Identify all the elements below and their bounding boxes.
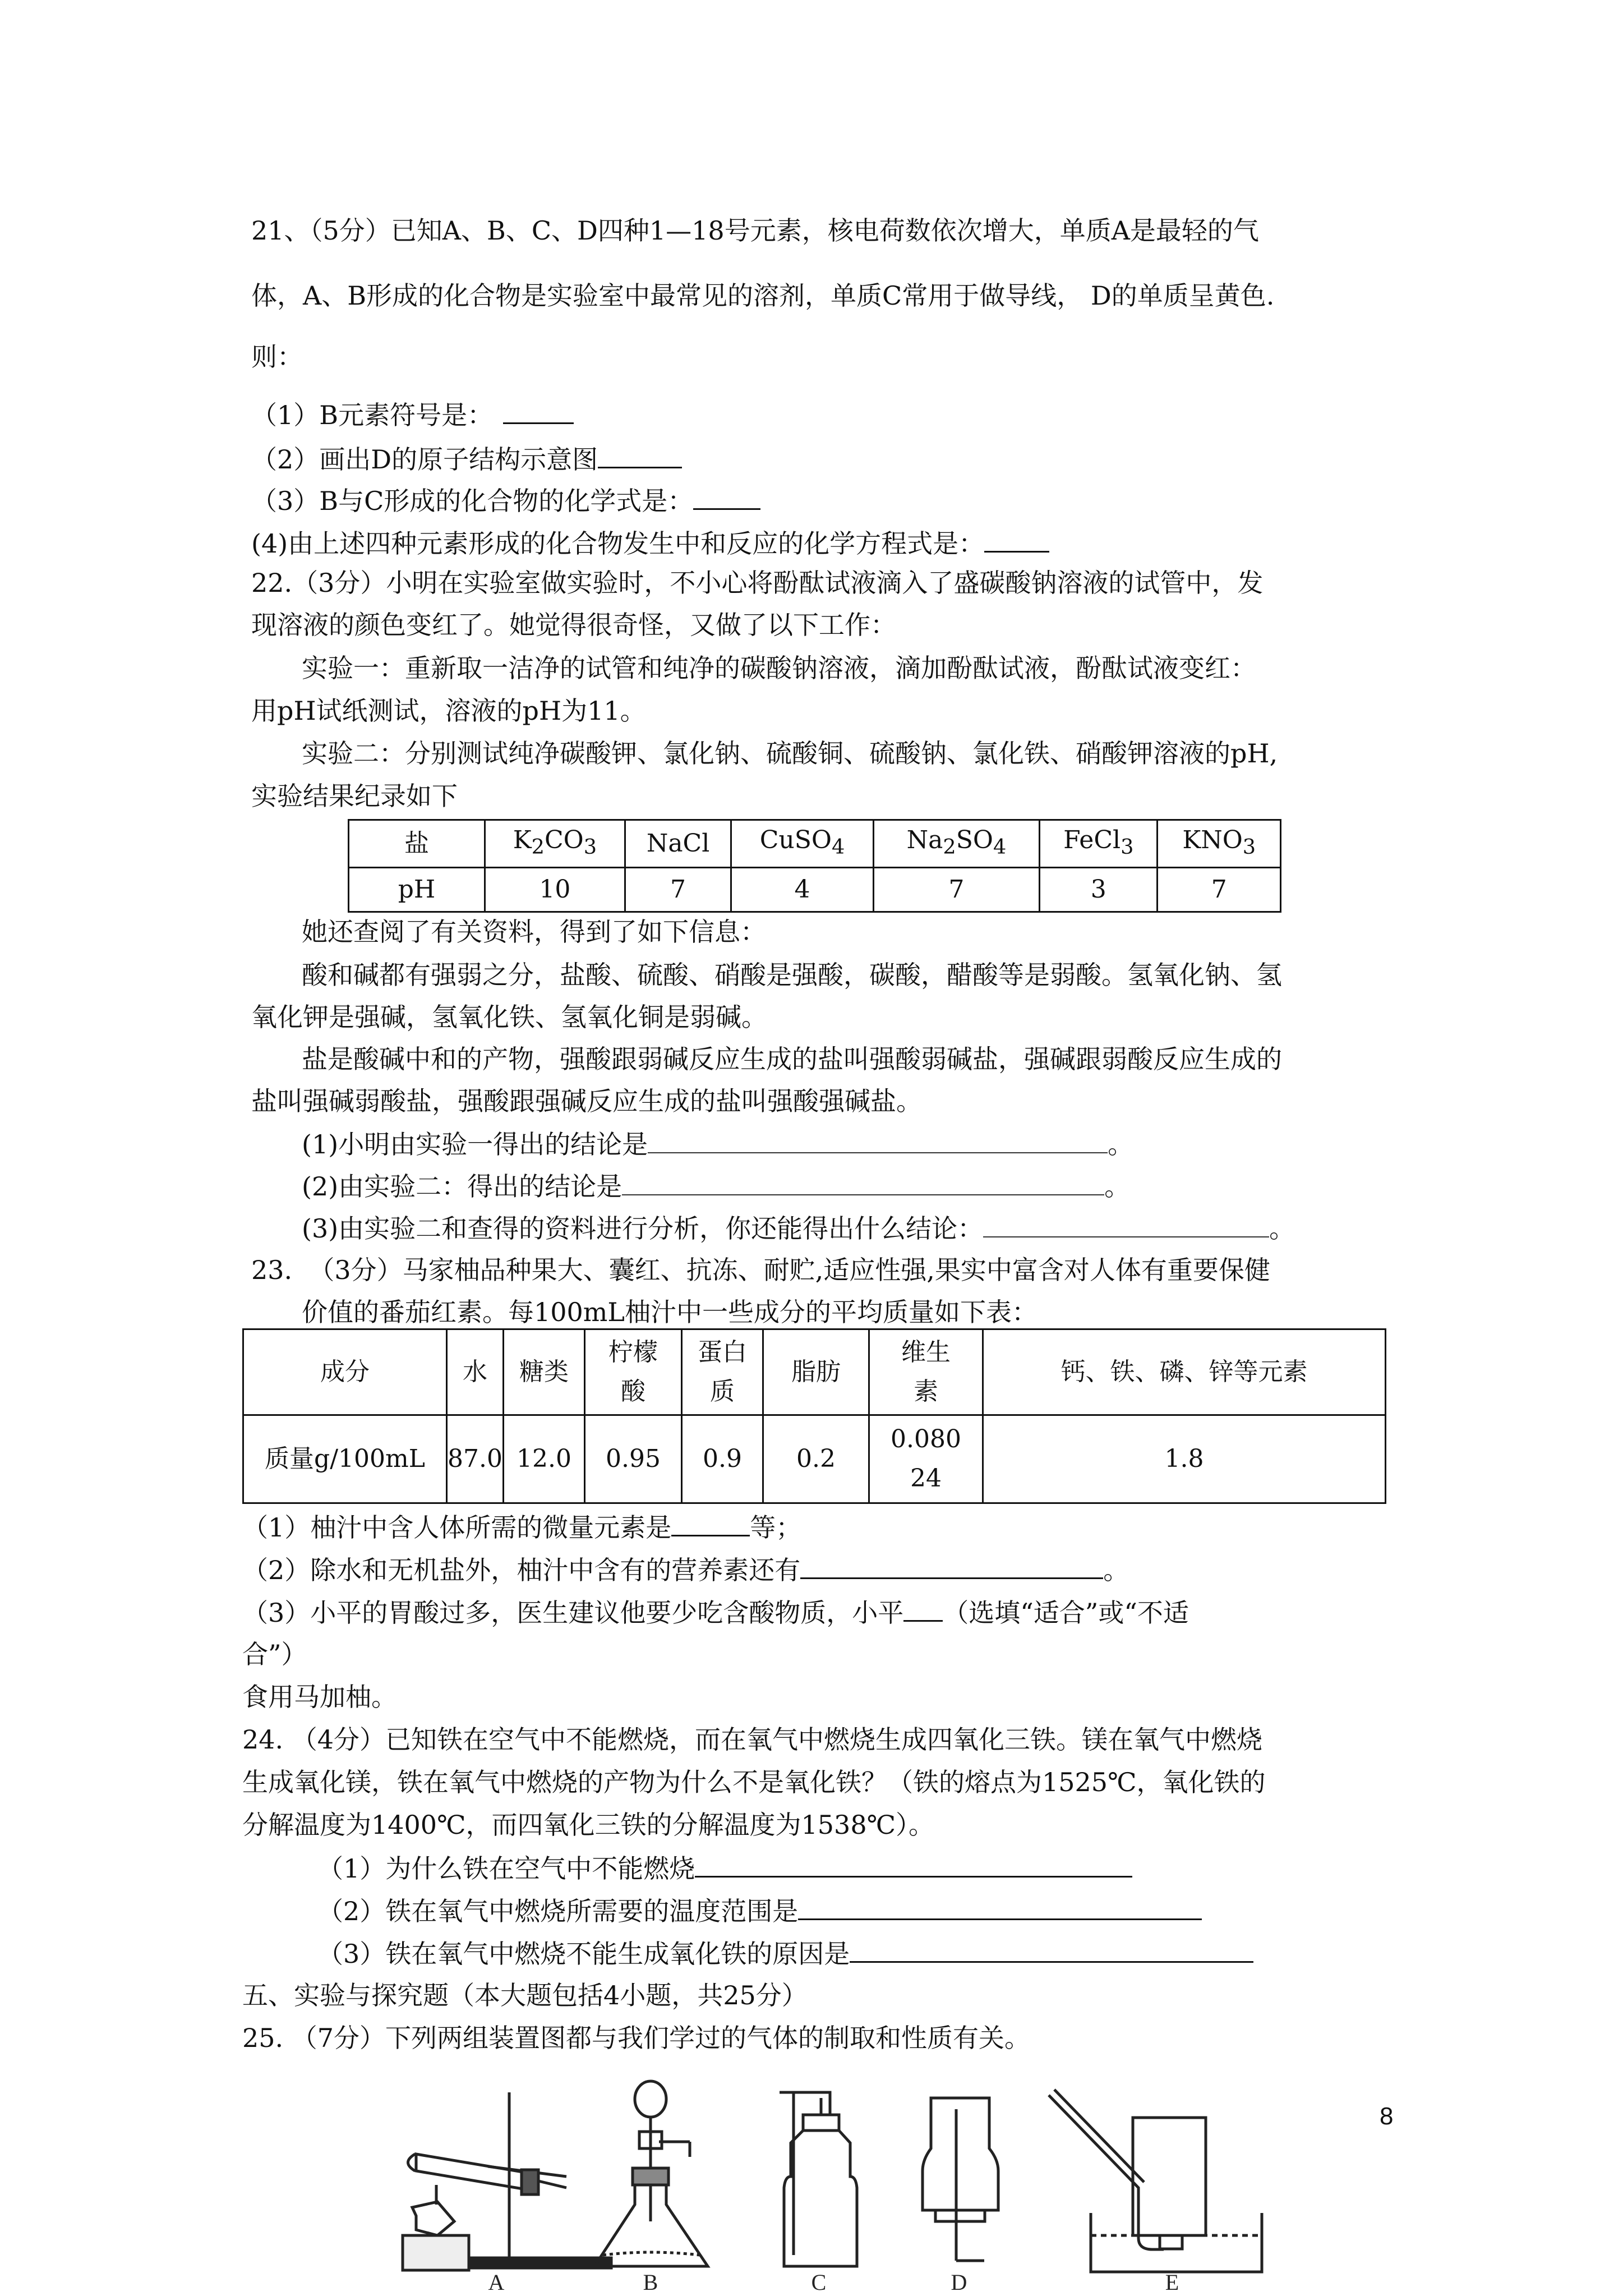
q22-info0: 她还查阅了有关资料，得到了如下信息：: [302, 917, 766, 947]
q21-sub2: [251, 441, 682, 477]
salt-cell: $K_2CO_3$: [485, 820, 625, 868]
period: 。: [1104, 1171, 1131, 1202]
answer-blank[interactable]: [695, 1850, 1132, 1878]
table-cell: 12.0: [503, 1415, 584, 1503]
q22-ask3-text: (3)由实验二和查得的资料进行分析，你还能得出什么结论：: [302, 1213, 984, 1244]
q22-ask2-text: (2)由实验二：得出的结论是: [302, 1171, 623, 1202]
answer-blank[interactable]: [984, 525, 1049, 553]
table-cell: 质量g/100mL: [243, 1415, 447, 1503]
table-cell: 87.0: [447, 1415, 504, 1503]
apparatus-a: [403, 2092, 611, 2270]
answer-blank[interactable]: [983, 1211, 1269, 1237]
q22-line2: 现溶液的颜色变红了。她觉得很奇怪，又做了以下工作：: [251, 610, 896, 640]
answer-blank[interactable]: [850, 1935, 1253, 1963]
q23-sub3-tail: （选填“适合”或“不适: [943, 1598, 1189, 1628]
ph-cell: 10: [485, 867, 625, 912]
answer-blank[interactable]: [693, 482, 760, 510]
q22-ask3: [302, 1211, 1295, 1246]
q24-sub2-text: （2）铁在氧气中燃烧所需要的温度范围是: [317, 1896, 799, 1926]
table-header-cell: 蛋白 质: [681, 1329, 763, 1415]
q23-sub3d: 食用马加柚。: [242, 1682, 397, 1712]
q24-sub2: [317, 1893, 1202, 1929]
q22-exp2a: 实验二：分别测试纯净碳酸钾、氯化钠、硫酸铜、硫酸钠、氯化铁、硝酸钾溶液的pH,: [302, 738, 1278, 769]
table-header-cell: 脂肪: [763, 1329, 869, 1415]
answer-blank[interactable]: [648, 1126, 1108, 1153]
q21-sub3: [251, 482, 760, 518]
ph-cell: 7: [873, 867, 1039, 912]
table-cell: 0.95: [584, 1415, 681, 1503]
answer-blank[interactable]: [622, 1168, 1104, 1195]
table-header-cell: 成分: [243, 1329, 447, 1415]
q21-sub4: [251, 525, 1049, 561]
answer-blank[interactable]: [798, 1893, 1202, 1920]
apparatus-c: [780, 2092, 857, 2266]
q22-exp1b: 用pH试纸测试，溶液的pH为11。: [251, 696, 646, 726]
salt-cell: $Na_2SO_4$: [873, 820, 1039, 868]
q24-sub3: [317, 1935, 1253, 1971]
apparatus-label: A: [488, 2270, 505, 2295]
ph-cell: 3: [1040, 867, 1158, 912]
q22-info1a: 酸和碱都有强弱之分，盐酸、硫酸、硝酸是强酸，碳酸，醋酸等是弱酸。氢氧化钠、氢: [302, 960, 1282, 990]
apparatus-label: D: [951, 2270, 967, 2295]
table-cell: 0.9: [681, 1415, 763, 1503]
answer-blank[interactable]: [800, 1552, 1103, 1579]
table-cell: 1.8: [983, 1415, 1385, 1503]
q22-ask1: [302, 1126, 1133, 1162]
q24-line2: 生成氧化镁，铁在氧气中燃烧的产物为什么不是氧化铁？（铁的熔点为1525℃，氧化铁的: [242, 1767, 1266, 1797]
ph-table: [348, 819, 1281, 913]
juice-table: [242, 1328, 1386, 1504]
q21-sub1: [251, 397, 574, 432]
table-header-cell: 柠檬 酸: [584, 1329, 681, 1415]
q24-sub1-text: （1）为什么铁在空气中不能燃烧: [317, 1853, 695, 1884]
ph-cell: 4: [731, 867, 874, 912]
ph-cell: 7: [625, 867, 731, 912]
period: 。: [1108, 1129, 1134, 1159]
ph-cell: 7: [1158, 867, 1281, 912]
section-heading: 五、实验与探究题（本大题包括4小题，共25分）: [242, 1980, 808, 2010]
answer-blank[interactable]: [598, 441, 682, 468]
table-row: [349, 820, 1281, 868]
q21-sub1-text: （1）B元素符号是：: [251, 400, 494, 430]
table-header-cell: 维生 素: [869, 1329, 983, 1415]
q23-sub3c: 合”）: [242, 1639, 307, 1669]
q23-line2: 价值的番茄红素。每100mL柚汁中一些成分的平均质量如下表：: [302, 1297, 1038, 1327]
q23-sub3-text: （3）小平的胃酸过多，医生建议他要少吃含酸物质，小平: [242, 1598, 904, 1628]
q24-sub1: [317, 1850, 1132, 1886]
q24-line1: 24. （4分）已知铁在空气中不能燃烧，而在氧气中燃烧生成四氧化三铁。镁在氧气中燃烧: [242, 1724, 1263, 1755]
apparatus-d: [923, 2098, 998, 2261]
table-header-cell: pH: [349, 867, 485, 912]
period: 。: [1103, 1555, 1129, 1585]
answer-blank[interactable]: [671, 1509, 750, 1536]
q23-line1: 23. （3分）马家柚品种果大、囊红、抗冻、耐贮,适应性强,果实中富含对人体有重要保健: [251, 1255, 1270, 1285]
table-header-cell: 水: [447, 1329, 504, 1415]
apparatus-label: C: [811, 2270, 827, 2295]
table-row: [349, 867, 1281, 912]
answer-blank[interactable]: [503, 397, 574, 424]
q22-info1b: 氧化钾是强碱，氢氧化铁、氢氧化铜是弱碱。: [251, 1002, 767, 1032]
q23-sub1-tail: 等；: [750, 1512, 802, 1543]
page-number: 8: [1380, 2102, 1394, 2130]
q24-sub3-text: （3）铁在氧气中燃烧不能生成氧化铁的原因是: [317, 1939, 850, 1969]
q21-line3: 则：: [251, 342, 303, 372]
q23-sub1: [242, 1509, 801, 1545]
salt-cell: CuSO$_4$: [731, 820, 874, 868]
q21-sub3-text: （3）B与C形成的化合物的化学式是：: [251, 486, 694, 516]
q21-line2: 体，A、B形成的化合物是实验室中最常见的溶剂，单质C常用于做导线， D的单质呈黄色.: [251, 280, 1275, 311]
q25-line: 25. （7分）下列两组装置图都与我们学过的气体的制取和性质有关。: [242, 2023, 1031, 2053]
q22-exp1a: 实验一：重新取一洁净的试管和纯净的碳酸钠溶液，滴加酚酞试液，酚酞试液变红：: [302, 653, 1256, 683]
salt-cell: $KNO_3$: [1158, 820, 1281, 868]
apparatus-b: [594, 2081, 708, 2266]
table-header-cell: 盐: [349, 820, 485, 868]
q21-line1: 21、（5分）已知A、B、C、D四种1—18号元素，核电荷数依次增大，单质A是最轻的气: [251, 215, 1259, 246]
period: 。: [1269, 1213, 1295, 1244]
q22-line1: 22.（3分）小明在实验室做实验时，不小心将酚酞试液滴入了盛碳酸钠溶液的试管中，发: [251, 568, 1264, 598]
apparatus-e: [1049, 2090, 1262, 2272]
q22-exp2b: 实验结果纪录如下: [251, 781, 458, 811]
q23-sub2-text: （2）除水和无机盐外，柚汁中含有的营养素还有: [242, 1555, 801, 1585]
table-cell: 0.2: [763, 1415, 869, 1503]
q23-sub1-text: （1）柚汁中含人体所需的微量元素是: [242, 1512, 672, 1543]
salt-cell: NaCl: [625, 820, 731, 868]
table-cell: 0.080 24: [869, 1415, 983, 1503]
q22-ask1-text: (1)小明由实验一得出的结论是: [302, 1129, 648, 1159]
table-row: [243, 1329, 1386, 1415]
q24-line3: 分解温度为1400℃，而四氧化三铁的分解温度为1538℃）。: [242, 1810, 935, 1840]
answer-blank[interactable]: [903, 1594, 943, 1622]
table-header-cell: 糖类: [503, 1329, 584, 1415]
salt-cell: FeCl$_3$: [1040, 820, 1158, 868]
q22-info2a: 盐是酸碱中和的产物，强酸跟弱碱反应生成的盐叫强酸弱碱盐，强碱跟弱酸反应生成的: [302, 1044, 1282, 1074]
q21-sub4-text: (4)由上述四种元素形成的化合物发生中和反应的化学方程式是：: [251, 528, 985, 559]
apparatus-label: E: [1165, 2270, 1179, 2295]
q23-sub2: [242, 1552, 1129, 1588]
q21-sub2-text: （2）画出D的原子结构示意图: [251, 444, 598, 475]
table-row: [243, 1415, 1386, 1503]
table-header-cell: 钙、铁、磷、锌等元素: [983, 1329, 1385, 1415]
q22-ask2: [302, 1168, 1130, 1204]
q22-info2b: 盐叫强碱弱酸盐，强酸跟强碱反应生成的盐叫强酸强碱盐。: [251, 1086, 922, 1116]
apparatus-label: B: [643, 2270, 658, 2295]
q23-sub3: [242, 1594, 1189, 1630]
